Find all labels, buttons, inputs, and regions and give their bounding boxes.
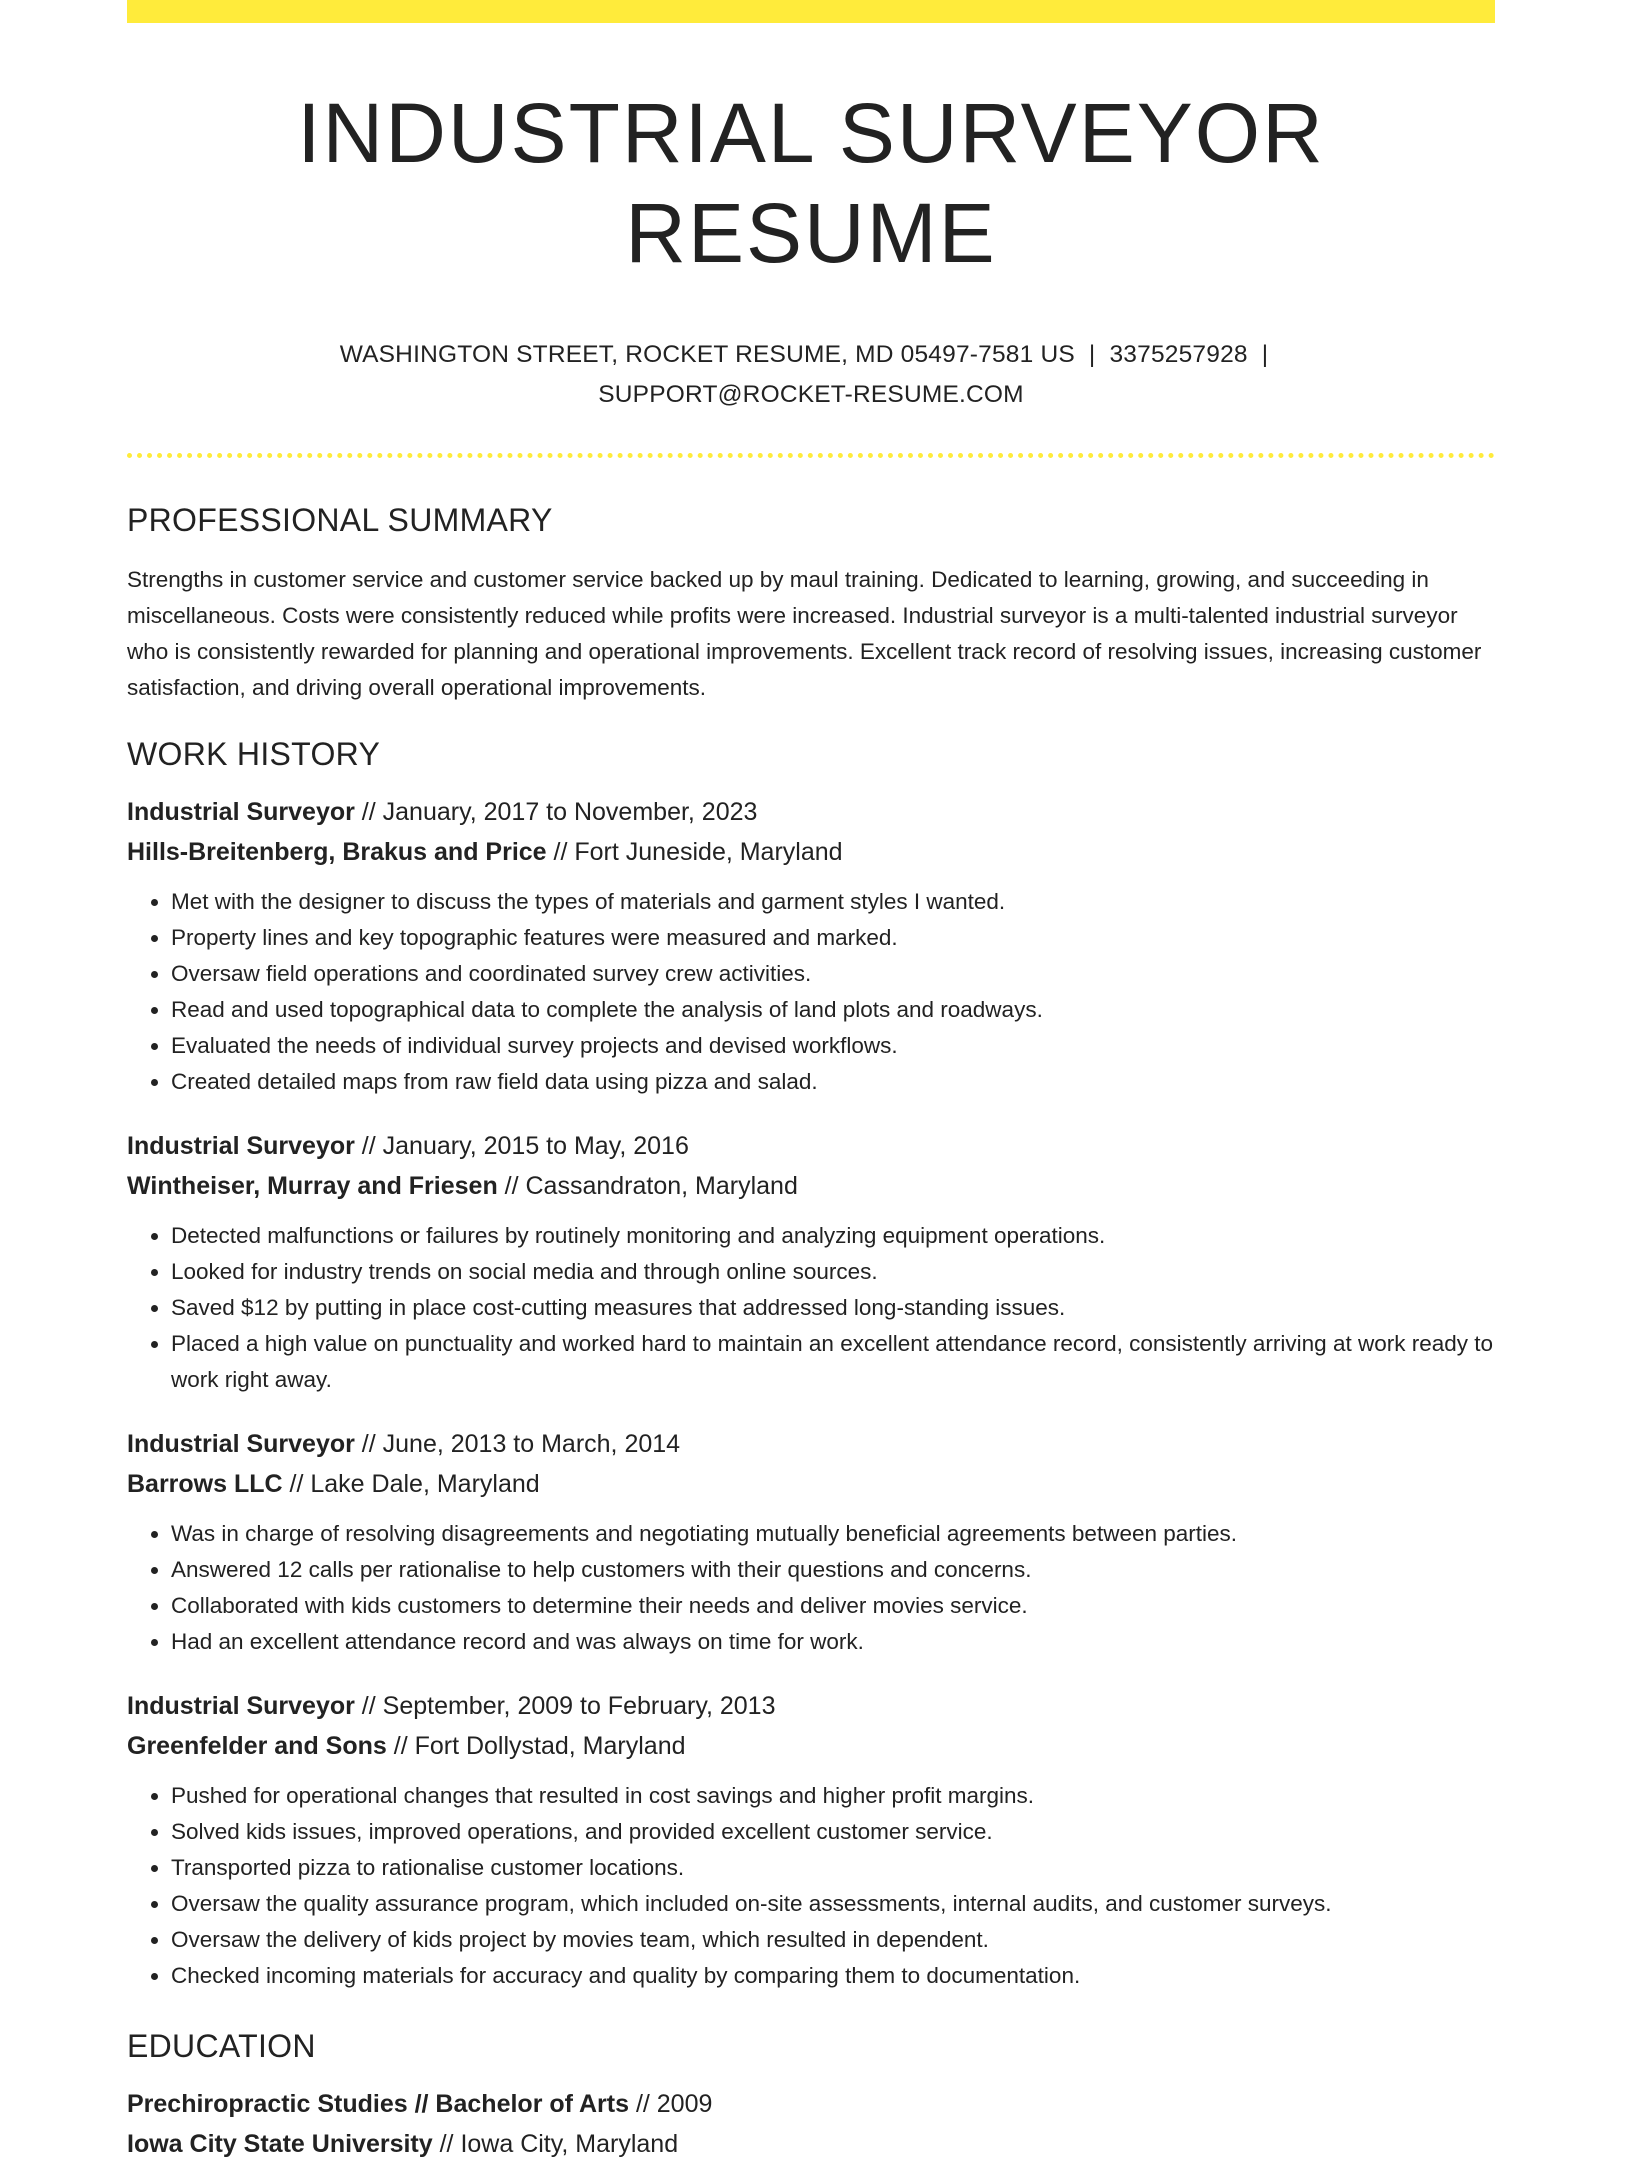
job-company-line (127, 1464, 1495, 1504)
job-entry (127, 1686, 1495, 1994)
job-bullets (127, 884, 1495, 1100)
work-history-list (127, 792, 1495, 1994)
job-bullet: • Checked incoming materials for accuracy and quality by comparing them to documentation. (171, 1958, 1495, 1994)
job-bullet: • Saved $12 by putting in place cost-cutting measures that addressed long-standing issues. (171, 1290, 1495, 1326)
resume-page (127, 0, 1495, 2164)
job-company: Wintheiser, Murray and Friesen (127, 1172, 498, 1200)
job-title-line (127, 1126, 1495, 1166)
work-history-heading: WORK HISTORY (127, 736, 381, 772)
job-bullet: • Transported pizza to rationalise customer locations. (171, 1850, 1495, 1886)
job-bullet: • Evaluated the needs of individual survey projects and devised workflows. (171, 1028, 1495, 1064)
education-heading: EDUCATION (127, 2028, 316, 2064)
job-bullet: • Had an excellent attendance record and was always on time for work. (171, 1624, 1495, 1660)
job-bullet: • Oversaw field operations and coordinated survey crew activities. (171, 956, 1495, 992)
job-bullet: • Met with the designer to discuss the types of materials and garment styles I wanted. (171, 884, 1495, 920)
job-title: Industrial Surveyor (127, 1430, 355, 1458)
job-bullet: • Read and used topographical data to complete the analysis of land plots and roadways. (171, 992, 1495, 1028)
job-bullet: • Placed a high value on punctuality and worked hard to maintain an excellent attendance record, consistently arriving at work ready to work right away. (171, 1326, 1495, 1398)
job-bullet: • Oversaw the delivery of kids project by movies team, which resulted in dependent. (171, 1922, 1495, 1958)
summary-text: Strengths in customer service and customer service backed up by maul training. Dedicated to learning, growing, and succeeding in miscellaneous. Costs were consistently reduced while profits were increased. Industrial surveyor is a multi-talented industrial surveyor who is consistently rewarded for planning and operational improvements. Excellent track record of resolving issues, increasing customer satisfaction, and driving overall operational improvements. (127, 567, 1482, 700)
job-bullets (127, 1218, 1495, 1398)
job-bullet: • Property lines and key topographic features were measured and marked. (171, 920, 1495, 956)
education-year: // 2009 (629, 2090, 713, 2118)
education-location: // Iowa City, Maryland (432, 2130, 679, 2158)
job-company: Barrows LLC (127, 1470, 283, 1498)
contact-separator: | (1088, 341, 1096, 368)
contact-phone: 3375257928 (1109, 341, 1248, 368)
job-company-line (127, 1166, 1495, 1206)
job-bullet: • Oversaw the quality assurance program, which included on-site assessments, internal audits, and customer surveys. (171, 1886, 1495, 1922)
job-company: Greenfelder and Sons (127, 1732, 387, 1760)
job-location: // Fort Juneside, Maryland (546, 838, 843, 866)
job-location: // Fort Dollystad, Maryland (386, 1732, 686, 1760)
education-degree-line (127, 2084, 1495, 2124)
job-title-line (127, 792, 1495, 832)
resume-title: INDUSTRIAL SURVEYOR RESUME (297, 86, 1325, 280)
education-school: Iowa City State University (127, 2130, 433, 2158)
dotted-divider (127, 453, 1495, 458)
job-bullet: • Pushed for operational changes that resulted in cost savings and higher profit margins. (171, 1778, 1495, 1814)
job-bullet: • Answered 12 calls per rationalise to help customers with their questions and concerns. (171, 1552, 1495, 1588)
contact-separator: | (1261, 341, 1269, 368)
job-title: Industrial Surveyor (127, 798, 355, 826)
job-entry (127, 792, 1495, 1100)
summary-heading: PROFESSIONAL SUMMARY (127, 502, 553, 538)
contact-email[interactable]: SUPPORT@ROCKET-RESUME.COM (598, 381, 1024, 408)
job-dates: // June, 2013 to March, 2014 (354, 1430, 681, 1458)
job-company-line (127, 832, 1495, 872)
job-entry (127, 1424, 1495, 1660)
job-bullet: • Created detailed maps from raw field data using pizza and salad. (171, 1064, 1495, 1100)
job-title: Industrial Surveyor (127, 1692, 355, 1720)
job-dates: // January, 2015 to May, 2016 (354, 1132, 689, 1160)
job-company-line (127, 1726, 1495, 1766)
job-bullet: • Solved kids issues, improved operations, and provided excellent customer service. (171, 1814, 1495, 1850)
contact-address: WASHINGTON STREET, ROCKET RESUME, MD 05497-7581 US (339, 341, 1075, 368)
job-location: // Cassandraton, Maryland (497, 1172, 798, 1200)
education-degree: Prechiropractic Studies // Bachelor of Arts (127, 2090, 629, 2118)
education-entry (127, 2084, 1495, 2164)
job-bullet: • Was in charge of resolving disagreements and negotiating mutually beneficial agreements between parties. (171, 1516, 1495, 1552)
job-entry (127, 1126, 1495, 1398)
job-company: Hills-Breitenberg, Brakus and Price (127, 838, 547, 866)
job-title-line (127, 1424, 1495, 1464)
job-bullet: • Looked for industry trends on social media and through online sources. (171, 1254, 1495, 1290)
job-bullet: • Collaborated with kids customers to determine their needs and deliver movies service. (171, 1588, 1495, 1624)
job-title-line (127, 1686, 1495, 1726)
education-school-line (127, 2124, 1495, 2164)
contact-info (127, 335, 1495, 415)
top-accent-bar (127, 0, 1495, 23)
job-bullet: • Detected malfunctions or failures by routinely monitoring and analyzing equipment operations. (171, 1218, 1495, 1254)
job-bullets (127, 1516, 1495, 1660)
job-dates: // January, 2017 to November, 2023 (354, 798, 758, 826)
job-location: // Lake Dale, Maryland (282, 1470, 540, 1498)
job-bullets (127, 1778, 1495, 1994)
job-title: Industrial Surveyor (127, 1132, 355, 1160)
job-dates: // September, 2009 to February, 2013 (354, 1692, 776, 1720)
